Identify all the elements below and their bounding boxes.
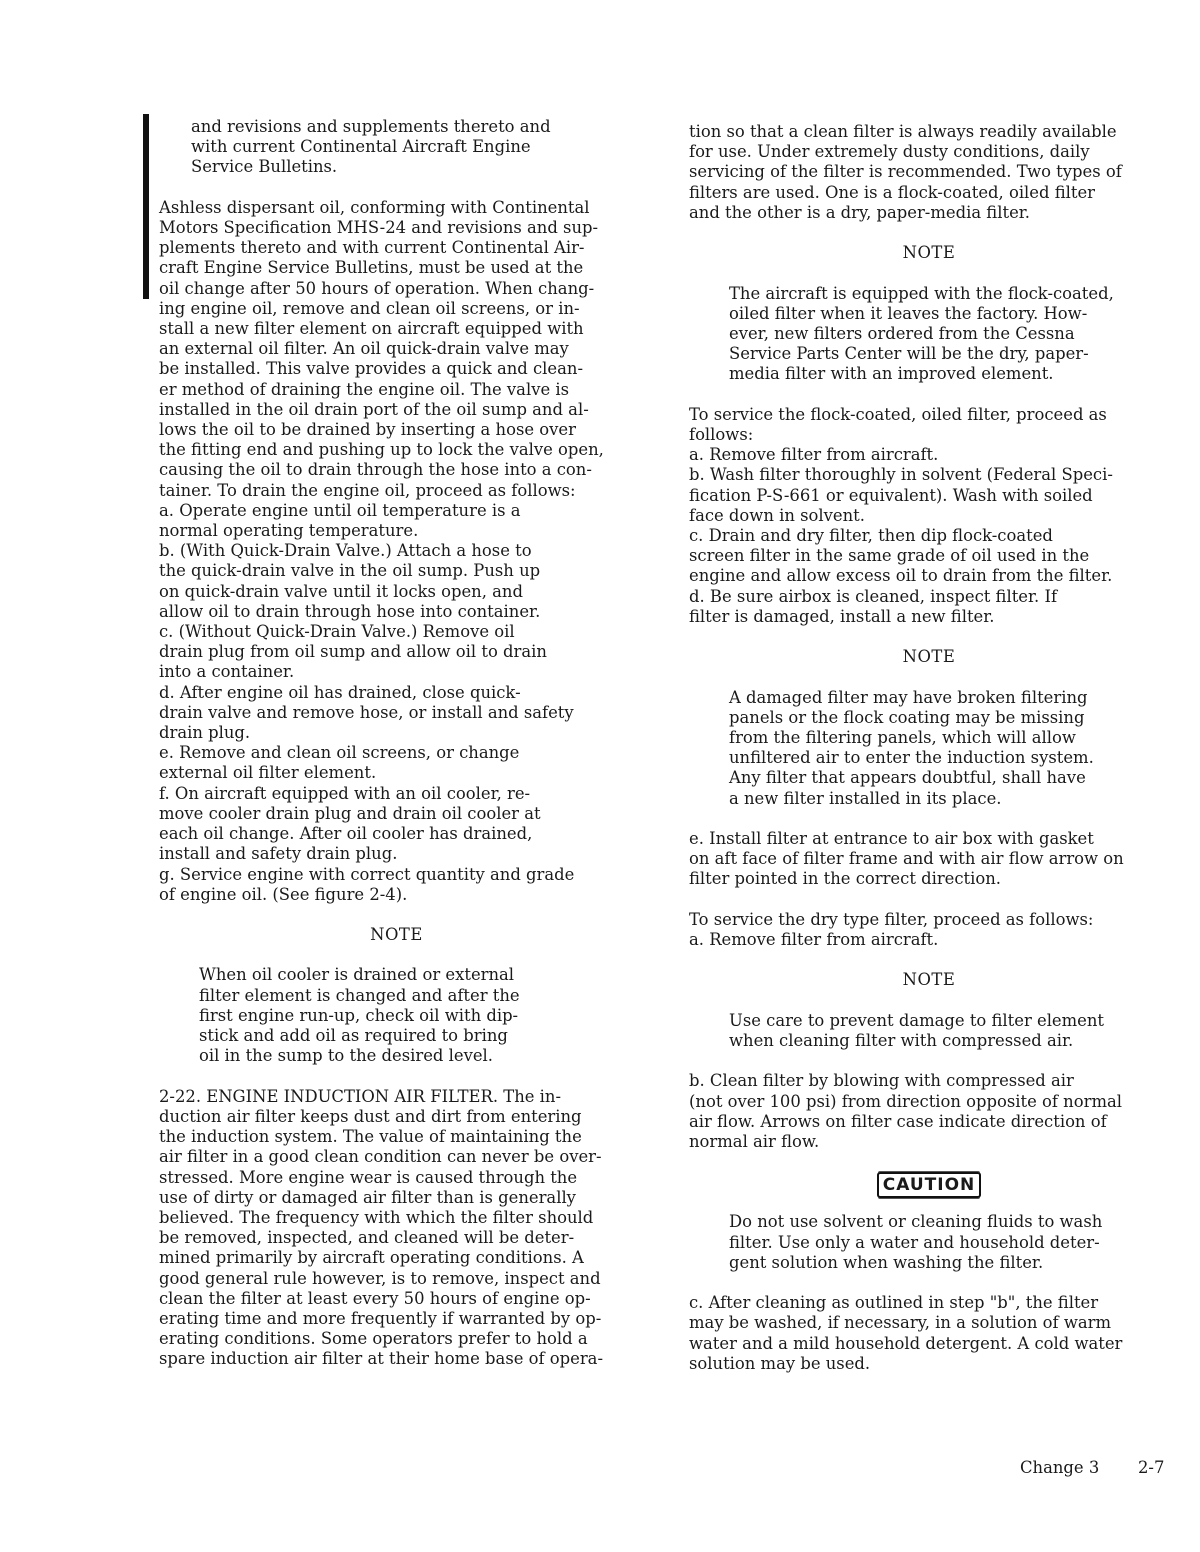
caution-text: Do not use solvent or cleaning fluids to wash filter. Use only a water and household deter- gent solution when washing the filter. xyxy=(729,1212,1103,1272)
note-oil-cooler-text: When oil cooler is drained or external filter element is changed and after the first engine run-up, check oil with dip- stick and add oil as required to bring oil in the sump to the desired level. xyxy=(199,965,520,1066)
note-heading: NOTE xyxy=(370,925,423,945)
note-compressed-air-text: Use care to prevent damage to filter element when cleaning filter with compressed air. xyxy=(729,1010,1105,1050)
flock-step-e: e. Install filter at entrance to air box with gasket on aft face of filter frame and with air flow arrow on filter pointed in the correct direction. xyxy=(689,829,1124,889)
caution-label: CAUTION xyxy=(877,1172,982,1198)
dry-step-a: a. Remove filter from aircraft. xyxy=(689,930,939,950)
oil-step-e: e. Remove and clean oil screens, or change external oil filter element. xyxy=(159,743,520,783)
dry-step-c: c. After cleaning as outlined in step "b", the filter may be washed, if necessary, in a solution of warm water and a mild household detergent. A cold water solution may be used. xyxy=(689,1293,1123,1373)
dry-filter-intro: To service the dry type filter, proceed as follows: xyxy=(689,909,1094,929)
flock-step-a: a. Remove filter from aircraft. xyxy=(689,445,939,465)
left-column xyxy=(159,117,634,1390)
intro-indented-text: and revisions and supplements thereto and with current Continental Aircraft Engine Service Bulletins. xyxy=(191,117,551,177)
oil-step-a: a. Operate engine until oil temperature is a normal operating temperature. xyxy=(159,500,521,541)
oil-drain-steps xyxy=(159,501,634,905)
flock-filter-steps xyxy=(689,445,1169,627)
note-heading: NOTE xyxy=(902,647,956,667)
caution-banner xyxy=(689,1172,1169,1198)
flock-step-b: b. Wash filter thoroughly in solvent (Federal Speci- fication P-S-661 or equivalent). Wash with soiled face down in solvent. xyxy=(689,465,1113,525)
oil-step-c: c. (Without Quick-Drain Valve.) Remove oil drain plug from oil sump and allow oil to drain into a container. xyxy=(159,622,547,682)
dry-step-b: b. Clean filter by blowing with compressed air (not over 100 psi) from direction opposite of normal air flow. Arrows on filter case indicate direction of normal air flow. xyxy=(689,1071,1122,1151)
flock-step-d: d. Be sure airbox is cleaned, inspect filter. If filter is damaged, install a new filter. xyxy=(689,586,1058,626)
oil-step-g: g. Service engine with correct quantity and grade of engine oil. (See figure 2-4). xyxy=(159,864,575,904)
oil-step-d: d. After engine oil has drained, close quick- drain valve and remove hose, or install and safety drain plug. xyxy=(159,682,574,743)
note-heading: NOTE xyxy=(902,970,956,990)
revision-change-bar xyxy=(143,114,149,299)
note-heading: NOTE xyxy=(902,243,956,263)
filter-continuation-paragraph: tion so that a clean filter is always readily available for use. Under extremely dusty conditions, daily servicing of the filter is recommended. Two types of filters are used. One is a flock-coated, oiled filter and the other is a dry, paper-media filter. xyxy=(689,122,1122,222)
footer-page-number: 2-7 xyxy=(1138,1458,1165,1477)
flock-filter-intro: To service the flock-coated, oiled filter, proceed as follows: xyxy=(689,404,1107,444)
footer-change-number: Change 3 xyxy=(1020,1458,1100,1477)
oil-step-f: f. On aircraft equipped with an oil cooler, re- move cooler drain plug and drain oil cooler at each oil change. After oil cooler has drained, install and safety drain plug. xyxy=(159,783,541,864)
note-damaged-filter-text: A damaged filter may have broken filtering panels or the flock coating may be missing from the filtering panels, which will allow unfiltered air to enter the induction system. Any filter that appears doubtful, shall have a new filter installed in its place. xyxy=(729,687,1094,808)
note-filter-type-text: The aircraft is equipped with the flock-coated, oiled filter when it leaves the factory. How- ever, new filters ordered from the Cessna Service Parts Center will be the dry, paper- media filter with an improved element. xyxy=(729,283,1114,384)
oil-step-b: b. (With Quick-Drain Valve.) Attach a hose to the quick-drain valve in the oil sump. Push up on quick-drain valve until it locks open, and allow oil to drain through hose into container. xyxy=(159,541,541,621)
oil-paragraph: Ashless dispersant oil, conforming with Continental Motors Specification MHS-24 and revisions and sup- plements thereto and with current Continental Air- craft Engine Service Bulletins, must be used at the oil change after 50 hours of operation. When chang- ing engine oil, remove and clean oil screens, or in- stall a new filter element on aircraft equipped with an external oil filter. An oil quick-drain valve may be installed. This valve provides a quick and clean- er method of draining the engine oil. The valve is installed in the oil drain port of the oil sump and al- lows the oil to be drained by inserting a hose over the fitting end and pushing up to lock the valve open, causing the oil to drain through the hose into a con- tainer. To drain the engine oil, proceed as follows: xyxy=(159,197,604,500)
right-column xyxy=(689,122,1169,1394)
flock-step-c: c. Drain and dry filter, then dip flock-coated screen filter in the same grade of oil used in the engine and allow excess oil to drain from the filter. xyxy=(689,526,1113,586)
induction-filter-paragraph: 2-22. ENGINE INDUCTION AIR FILTER. The in- duction air filter keeps dust and dirt from entering the induction system. The value of maintaining the air filter in a good clean condition can never be over- stressed. More engine wear is caused through the use of dirty or damaged air filter than is generally believed. The frequency with which the filter should be removed, inspected, and cleaned will be deter- mined primarily by aircraft operating conditions. A good general rule however, is to remove, inspect and clean the filter at least every 50 hours of engine op- erating time and more frequently if warranted by op- erating conditions. Some operators prefer to hold a spare induction air filter at their home base of opera- xyxy=(159,1086,603,1369)
